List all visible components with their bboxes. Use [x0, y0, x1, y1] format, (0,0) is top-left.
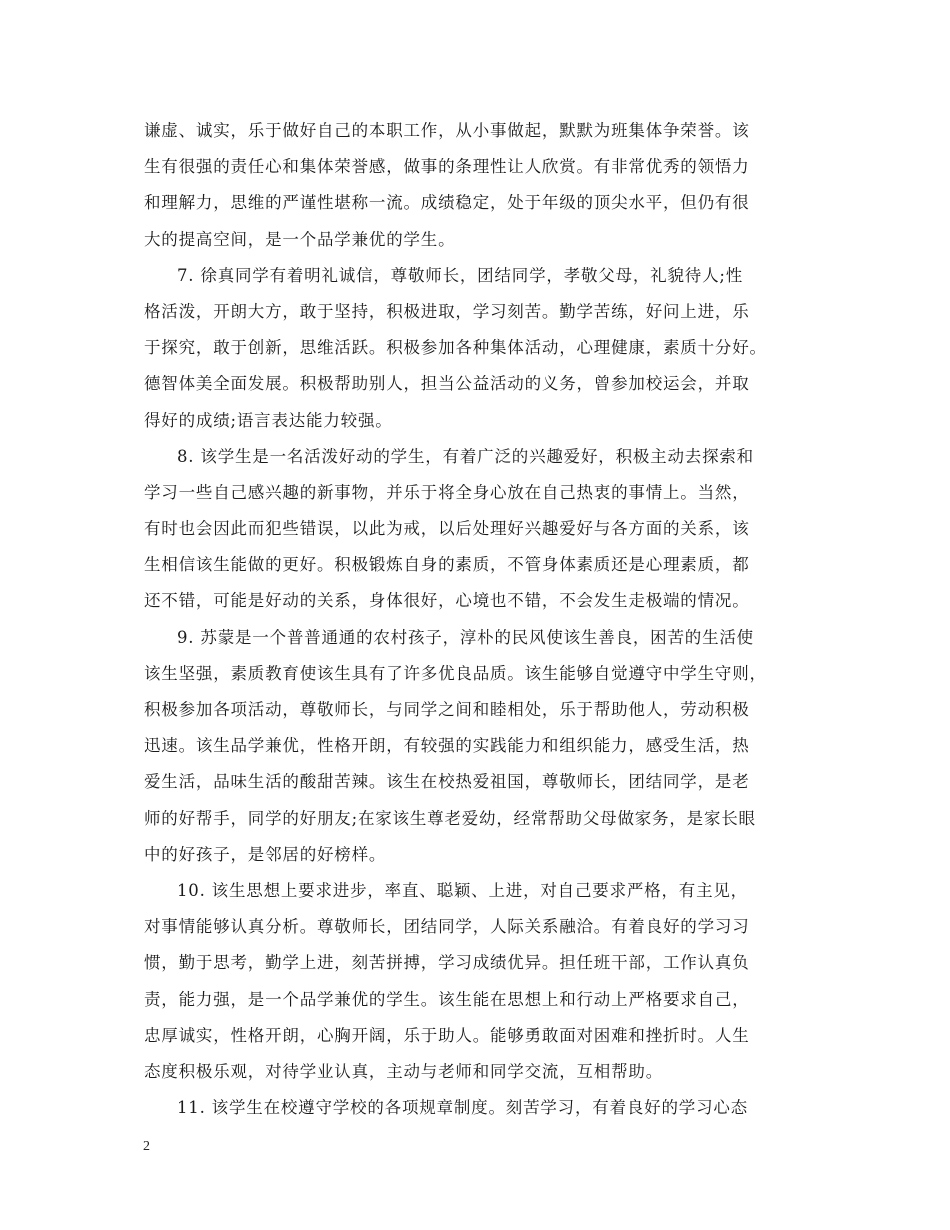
text-line: 和理解力，思维的严谨性堪称一流。成绩稳定，处于年级的顶尖水平，但仍有很 [144, 193, 750, 213]
text-line: 中的好孩子，是邻居的好榜样。 [144, 844, 387, 864]
text-line: 生相信该生能做的更好。积极锻炼自身的素质，不管身体素质还是心理素质，都 [144, 555, 750, 575]
text-line: 该生坚强，素质教育使该生具有了许多优良品质。该生能够自觉遵守中学生守则， [144, 663, 767, 683]
text-line: 格活泼，开朗大方，敢于坚持，积极进取，学习刻苦。勤学苦练，好问上进，乐 [144, 301, 750, 321]
text-line: 10. 该生思想上要求进步，率直、聪颖、上进，对自己要求严格，有主见， [177, 880, 748, 900]
text-line: 8. 该学生是一名活泼好动的学生，有着广泛的兴趣爱好，积极主动去探索和 [177, 446, 754, 466]
text-line: 忠厚诚实，性格开朗，心胸开阔，乐于助人。能够勇敢面对困难和挫折时。人生 [144, 1025, 750, 1045]
text-line: 得好的成绩;语言表达能力较强。 [144, 410, 393, 430]
text-line: 积极参加各项活动，尊敬师长，与同学之间和睦相处，乐于帮助他人，劳动积极 [144, 700, 750, 719]
text-line: 爱生活，品味生活的酸甜苦辣。该生在校热爱祖国，尊敬师长，团结同学，是老 [144, 772, 750, 792]
text-line: 11. 该学生在校遵守学校的各项规章制度。刻苦学习，有着良好的学习心态 [177, 1098, 748, 1118]
page-number: 2 [143, 1139, 150, 1154]
text-line: 责，能力强，是一个品学兼优的学生。该生能在思想上和行动上严格要求自己， [144, 989, 750, 1009]
text-line: 迅速。该生品学兼优，性格开朗，有较强的实践能力和组织能力，感受生活，热 [144, 736, 750, 756]
text-line: 惯，勤于思考，勤学上进，刻苦拼搏，学习成绩优异。担任班干部，工作认真负 [144, 953, 750, 973]
text-line: 有时也会因此而犯些错误，以此为戒，以后处理好兴趣爱好与各方面的关系，该 [144, 519, 750, 539]
text-line: 大的提高空间，是一个品学兼优的学生。 [144, 229, 456, 249]
text-line: 师的好帮手，同学的好朋友;在家该生尊老爱幼，经常帮助父母做家务，是家长眼 [144, 808, 756, 828]
text-line: 生有很强的责任心和集体荣誉感，做事的条理性让人欣赏。有非常优秀的领悟力 [144, 157, 750, 177]
text-line: 学习一些自己感兴趣的新事物，并乐于将全身心放在自己热衷的事情上。当然， [144, 482, 750, 502]
text-line: 9. 苏蒙是一个普普通通的农村孩子，淳朴的民风使该生善良，困苦的生活使 [177, 627, 754, 647]
text-line: 于探究，敢于创新，思维活跃。积极参加各种集体活动，心理健康，素质十分好。 [144, 338, 767, 358]
document-body [144, 113, 816, 1126]
text-line: 态度积极乐观，对待学业认真，主动与老师和同学交流，互相帮助。 [144, 1061, 663, 1081]
text-line: 德智体美全面发展。积极帮助别人，担当公益活动的义务，曾参加校运会，并取 [144, 374, 750, 394]
text-line: 谦虚、诚实，乐于做好自己的本职工作，从小事做起，默默为班集体争荣誉。该 [144, 121, 750, 140]
text-line: 对事情能够认真分析。尊敬师长，团结同学，人际关系融洽。有着良好的学习习 [144, 917, 750, 937]
text-line: 还不错，可能是好动的关系，身体很好，心境也不错，不会发生走极端的情况。 [144, 591, 750, 611]
text-line: 7. 徐真同学有着明礼诚信，尊敬师长，团结同学，孝敬父母，礼貌待人;性 [177, 265, 744, 285]
